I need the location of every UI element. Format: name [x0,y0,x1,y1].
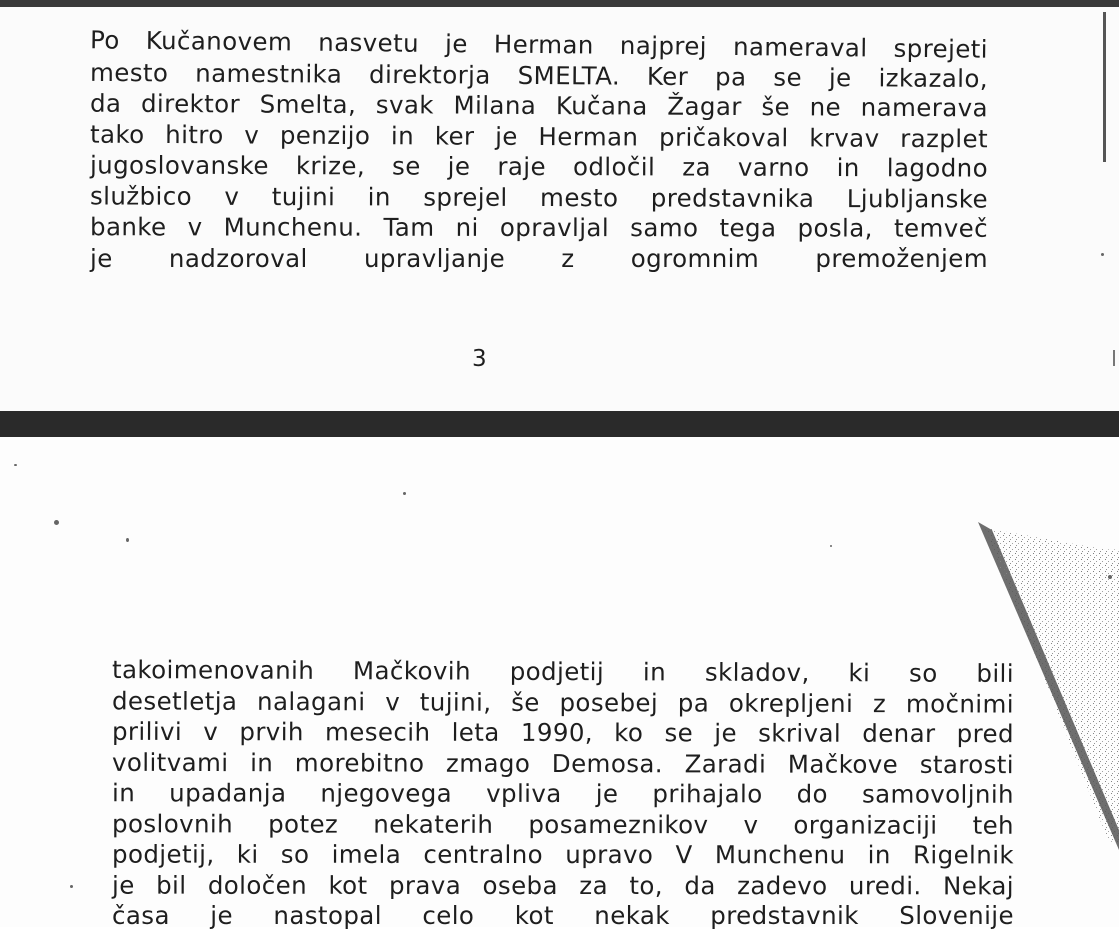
text-line: da direktor Smelta, svak Milana Kučana Žagar še ne namerava [89,88,989,123]
text-line: takoimenovanih Mačkovih podjetij in skladov, ki so bili [111,655,1015,688]
text-line: časa je nastopal celo kot nekak predstavnik Slovenije [112,901,1014,930]
scan-speck [1101,253,1104,256]
text-line: in upadanja njegovega vpliva je prihajalo do samovoljnih [111,778,1015,809]
text-line: jugoslovanske krize, se je raje odločil za varno in lagodno [89,150,989,183]
text-line: tako hitro v penzijo in ker je Herman pričakoval krvav razplet [89,119,989,153]
scan-speck [14,464,17,466]
paragraph-bottom [112,657,1014,932]
text-line: mesto namestnika direktorja SMELTA. Ker pa se je izkazalo, [89,57,989,93]
scan-speck [403,492,406,495]
scan-speck [830,545,832,547]
text-line: poslovnih potez nekaterih posameznikov v organizaciji teh [111,808,1015,840]
text-line: je nadzoroval upravljanje z ogromnim premoženjem [90,243,988,273]
scan-speck [70,885,73,888]
text-line: banke v Munchenu. Tam ni opravljal samo tega posla, temveč [89,212,989,243]
scan-speck [54,520,59,525]
text-line: je bil določen kot prava oseba za to, da zadevo uredi. Nekaj [111,870,1015,900]
text-line: Po Kučanovem nasvetu je Herman najprej nameraval sprejeti [89,25,989,64]
scan-speck [126,538,129,542]
text-line: prilivi v prvih mesecih leta 1990, ko se je skrival denar pred [111,716,1015,749]
scan-speck [1108,575,1112,579]
text-line: desetletja nalagani v tujini, še posebej pa okrepljeni z močnimi [111,685,1015,719]
text-line: podjetij, ki so imela centralno upravo V Munchenu in Rigelnik [111,839,1015,870]
text-line: službico v tujini in sprejel mesto predstavnika Ljubljanske [89,180,989,214]
text-line: volitvami in morebitno zmago Demosa. Zaradi Mačkove starosti [111,747,1015,779]
page-number: 3 [472,346,487,372]
